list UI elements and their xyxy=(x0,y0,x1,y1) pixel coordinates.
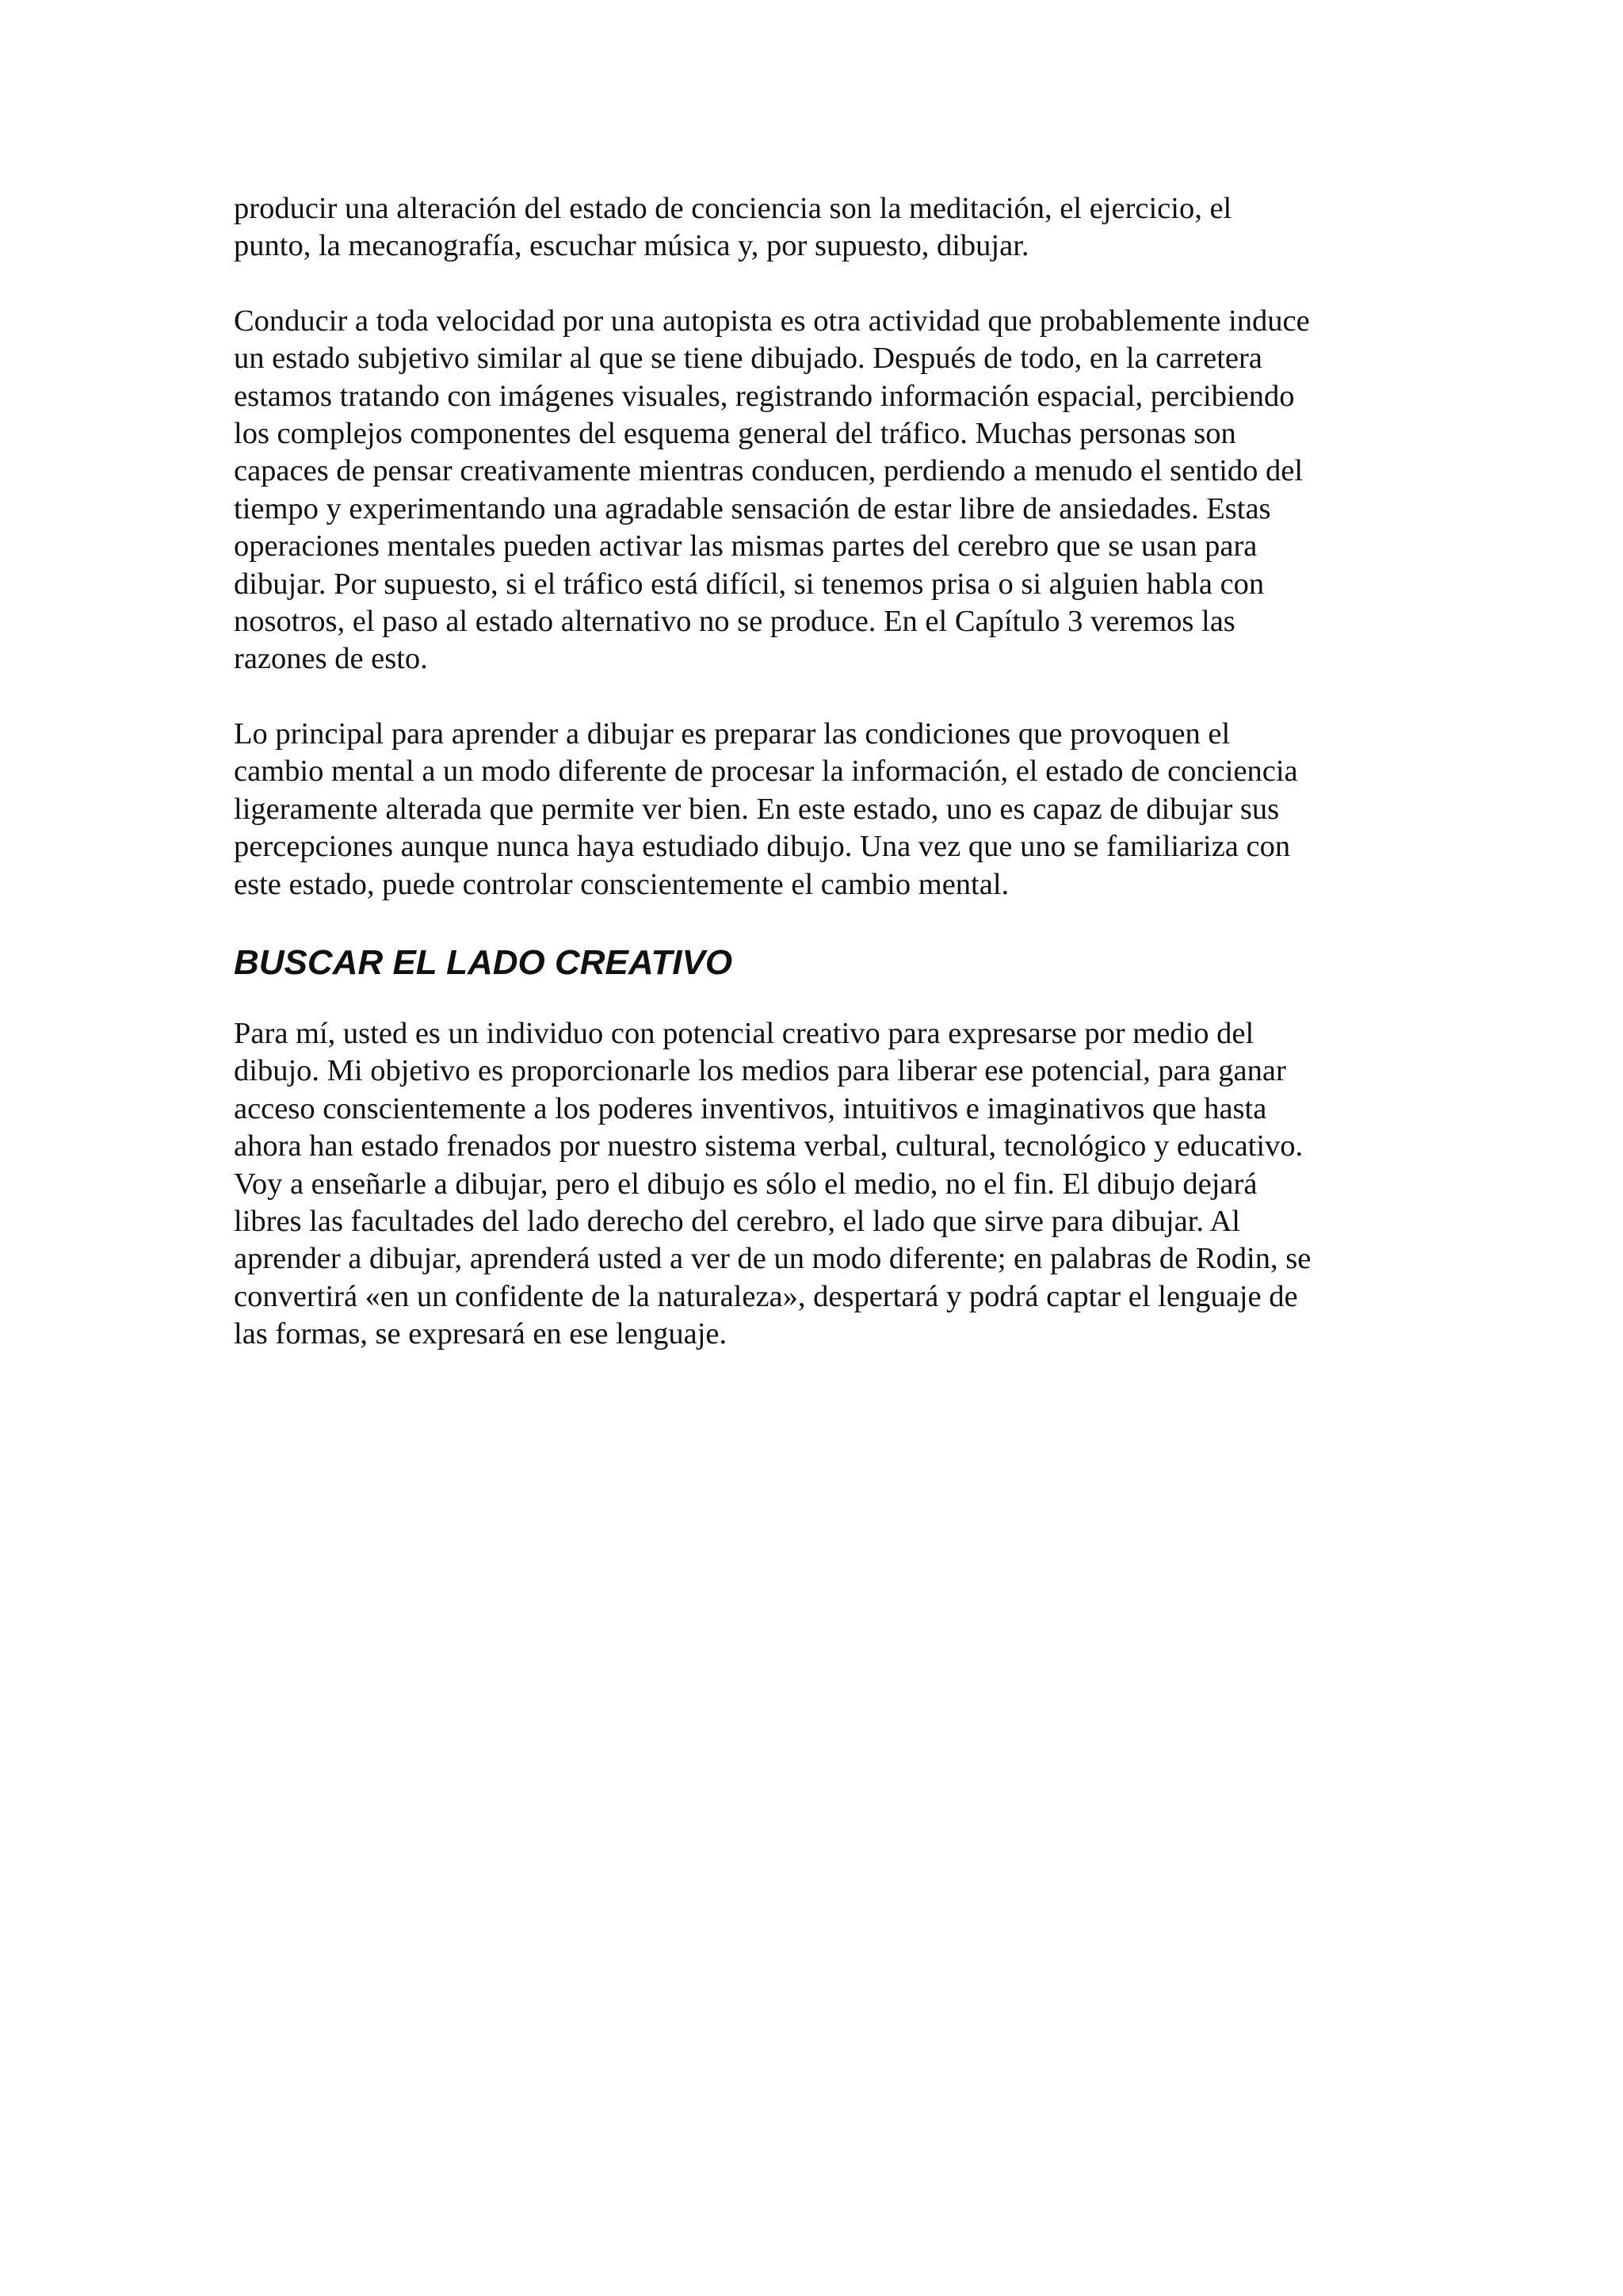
text-line: percepciones aunque nunca haya estudiado dibujo. Una vez que uno se familiariza con xyxy=(234,830,1291,864)
text-line: nosotros, el paso al estado alternativo no se produce. En el Capítulo 3 veremos las xyxy=(234,605,1235,639)
section-heading: BUSCAR EL LADO CREATIVO xyxy=(234,942,733,982)
text-line: libres las facultades del lado derecho del cerebro, el lado que sirve para dibujar. Al xyxy=(234,1204,1240,1238)
text-line: un estado subjetivo similar al que se tiene dibujado. Después de todo, en la carretera xyxy=(234,342,1262,376)
text-line: estamos tratando con imágenes visuales, registrando información espacial, percibiendo xyxy=(234,379,1295,413)
text-line: convertirá «en un confidente de la naturaleza», despertará y podrá captar el lenguaje de xyxy=(234,1279,1298,1313)
text-line: cambio mental a un modo diferente de procesar la información, el estado de conciencia xyxy=(234,755,1298,789)
text-line: Conducir a toda velocidad por una autopista es otra actividad que probablemente induce xyxy=(234,304,1310,338)
text-line: las formas, se expresará en ese lenguaje. xyxy=(234,1317,727,1351)
text-line: tiempo y experimentando una agradable sensación de estar libre de ansiedades. Estas xyxy=(234,491,1271,525)
text-line: los complejos componentes del esquema general del tráfico. Muchas personas son xyxy=(234,417,1236,451)
text-line: dibujar. Por supuesto, si el tráfico está difícil, si tenemos prisa o si alguien habla con xyxy=(234,567,1265,601)
text-line: dibujo. Mi objetivo es proporcionarle los medios para liberar ese potencial, para ganar xyxy=(234,1054,1286,1088)
text-line: punto, la mecanografía, escuchar música y, por supuesto, dibujar. xyxy=(234,229,1029,263)
text-line: producir una alteración del estado de conciencia son la meditación, el ejercicio, el xyxy=(234,192,1232,225)
paragraph xyxy=(234,716,1407,904)
text-line: Voy a enseñarle a dibujar, pero el dibujo es sólo el medio, no el fin. El dibujo dejará xyxy=(234,1167,1258,1201)
text-line: Para mí, usted es un individuo con potencial creativo para expresarse por medio del xyxy=(234,1016,1254,1050)
paragraph xyxy=(234,303,1407,678)
paragraph xyxy=(234,1015,1407,1354)
text-line: Lo principal para aprender a dibujar es preparar las condiciones que provoquen el xyxy=(234,716,1231,751)
text-line: aprender a dibujar, aprenderá usted a ver de un modo diferente; en palabras de Rodin, se xyxy=(234,1242,1312,1276)
paragraph xyxy=(234,190,1407,266)
text-line: ligeramente alterada que permite ver bien. En este estado, uno es capaz de dibujar sus xyxy=(234,792,1280,826)
text-line: capaces de pensar creativamente mientras conducen, perdiendo a menudo el sentido del xyxy=(234,454,1304,488)
text-line: razones de esto. xyxy=(234,642,428,676)
text-line: acceso conscientemente a los poderes inventivos, intuitivos e imaginativos que hasta xyxy=(234,1091,1267,1125)
text-line: operaciones mentales pueden activar las mismas partes del cerebro que se usan para xyxy=(234,529,1258,563)
text-line: ahora han estado frenados por nuestro sistema verbal, cultural, tecnológico y educativo. xyxy=(234,1129,1304,1163)
text-line: este estado, puede controlar conscientemente el cambio mental. xyxy=(234,867,1010,901)
page-content xyxy=(234,190,1407,1391)
